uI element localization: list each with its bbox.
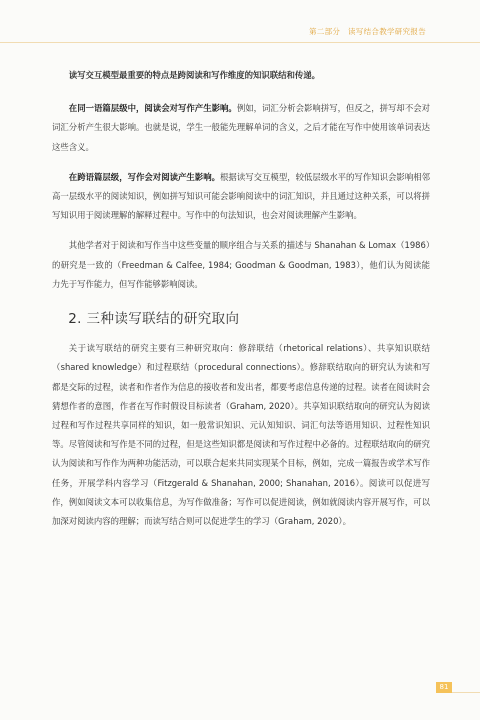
section-heading: 2. 三种读写联结的研究取向 [68, 311, 240, 328]
paragraph-3 [52, 168, 430, 226]
paragraph-2-lead: 在同一语篇层级中，阅读会对写作产生影响。 [68, 103, 237, 114]
running-header: 第二部分 读写结合教学研究报告 [309, 27, 426, 36]
paragraph-2-body: 例如，词汇分析会影响拼写，但反之，拼写却不会对词汇分析产生很大影响。也就是说，学生一般能先理解单词的含义，之后才能在写作中使用该单词表达这些含义。 [52, 103, 431, 152]
paragraph-1: 读写交互模型最重要的特点是跨阅读和写作维度的知识联结和传递。 [68, 70, 321, 80]
header-divider [0, 42, 480, 43]
paragraph-3-lead: 在跨语篇层级，写作会对阅读产生影响。 [68, 171, 221, 182]
paragraph-2 [52, 99, 430, 157]
paragraph-4: 其他学者对于阅读和写作当中这些变量的顺序组合与关系的描述与 Shanahan & Lomax（1986）的研究是一致的（Freedman & Calfee, 1984; Goodman & Goodman, 1983），他们认为阅读能力先于写作能力，但写作能够影响阅读。 [52, 240, 430, 289]
section-body: 关于读写联结的研究主要有三种研究取向：修辞联结（rhetorical relations）、共享知识联结（shared knowledge）和过程联结（procedural connections）。修辞联结取向的研究认为读和写都是交际的过程，读者和作者作为信息的接收者和发出者，都要考虑信息传递的过程。读者在阅读时会猜想作者的意图，作者在写作时假设目标读者（Graham, 2020）。共享知识联结取向的研究认为阅读过程和写作过程共享同样的知识，如一般常识知识、元认知知识、词汇句法等语用知识、过程性知识等。尽管阅读和写作是不同的过程，但是这些知识都是阅读和写作过程中必备的。过程联结取向的研究认为阅读和写作作为两种功能活动，可以联合起来共同实现某个目标，例如，完成一篇报告或学术写作任务，开展学科内容学习（Fitzgerald & Shanahan, 2000; Shanahan, 2016）。阅读可以促进写作，例如阅读文本可以收集信息，为写作做准备；写作可以促进阅读，例如就阅读内容开展写作，可以加深对阅读内容的理解；而读写结合则可以促进学生的学习（Graham, 2020）。 [52, 343, 430, 527]
page-content [52, 66, 430, 542]
paragraph-3-body: 根据读写交互模型，较低层级水平的写作知识会影响相邻高一层级水平的阅读知识，例如拼写知识可能会影响阅读中的词汇知识，并且通过这种关系，可以将拼写知识用于阅读理解的解释过程中。写作中的句法知识，也会对阅读理解产生影响。 [52, 171, 431, 221]
page-number: 81 [436, 682, 452, 693]
footer-accent-line [452, 692, 480, 693]
